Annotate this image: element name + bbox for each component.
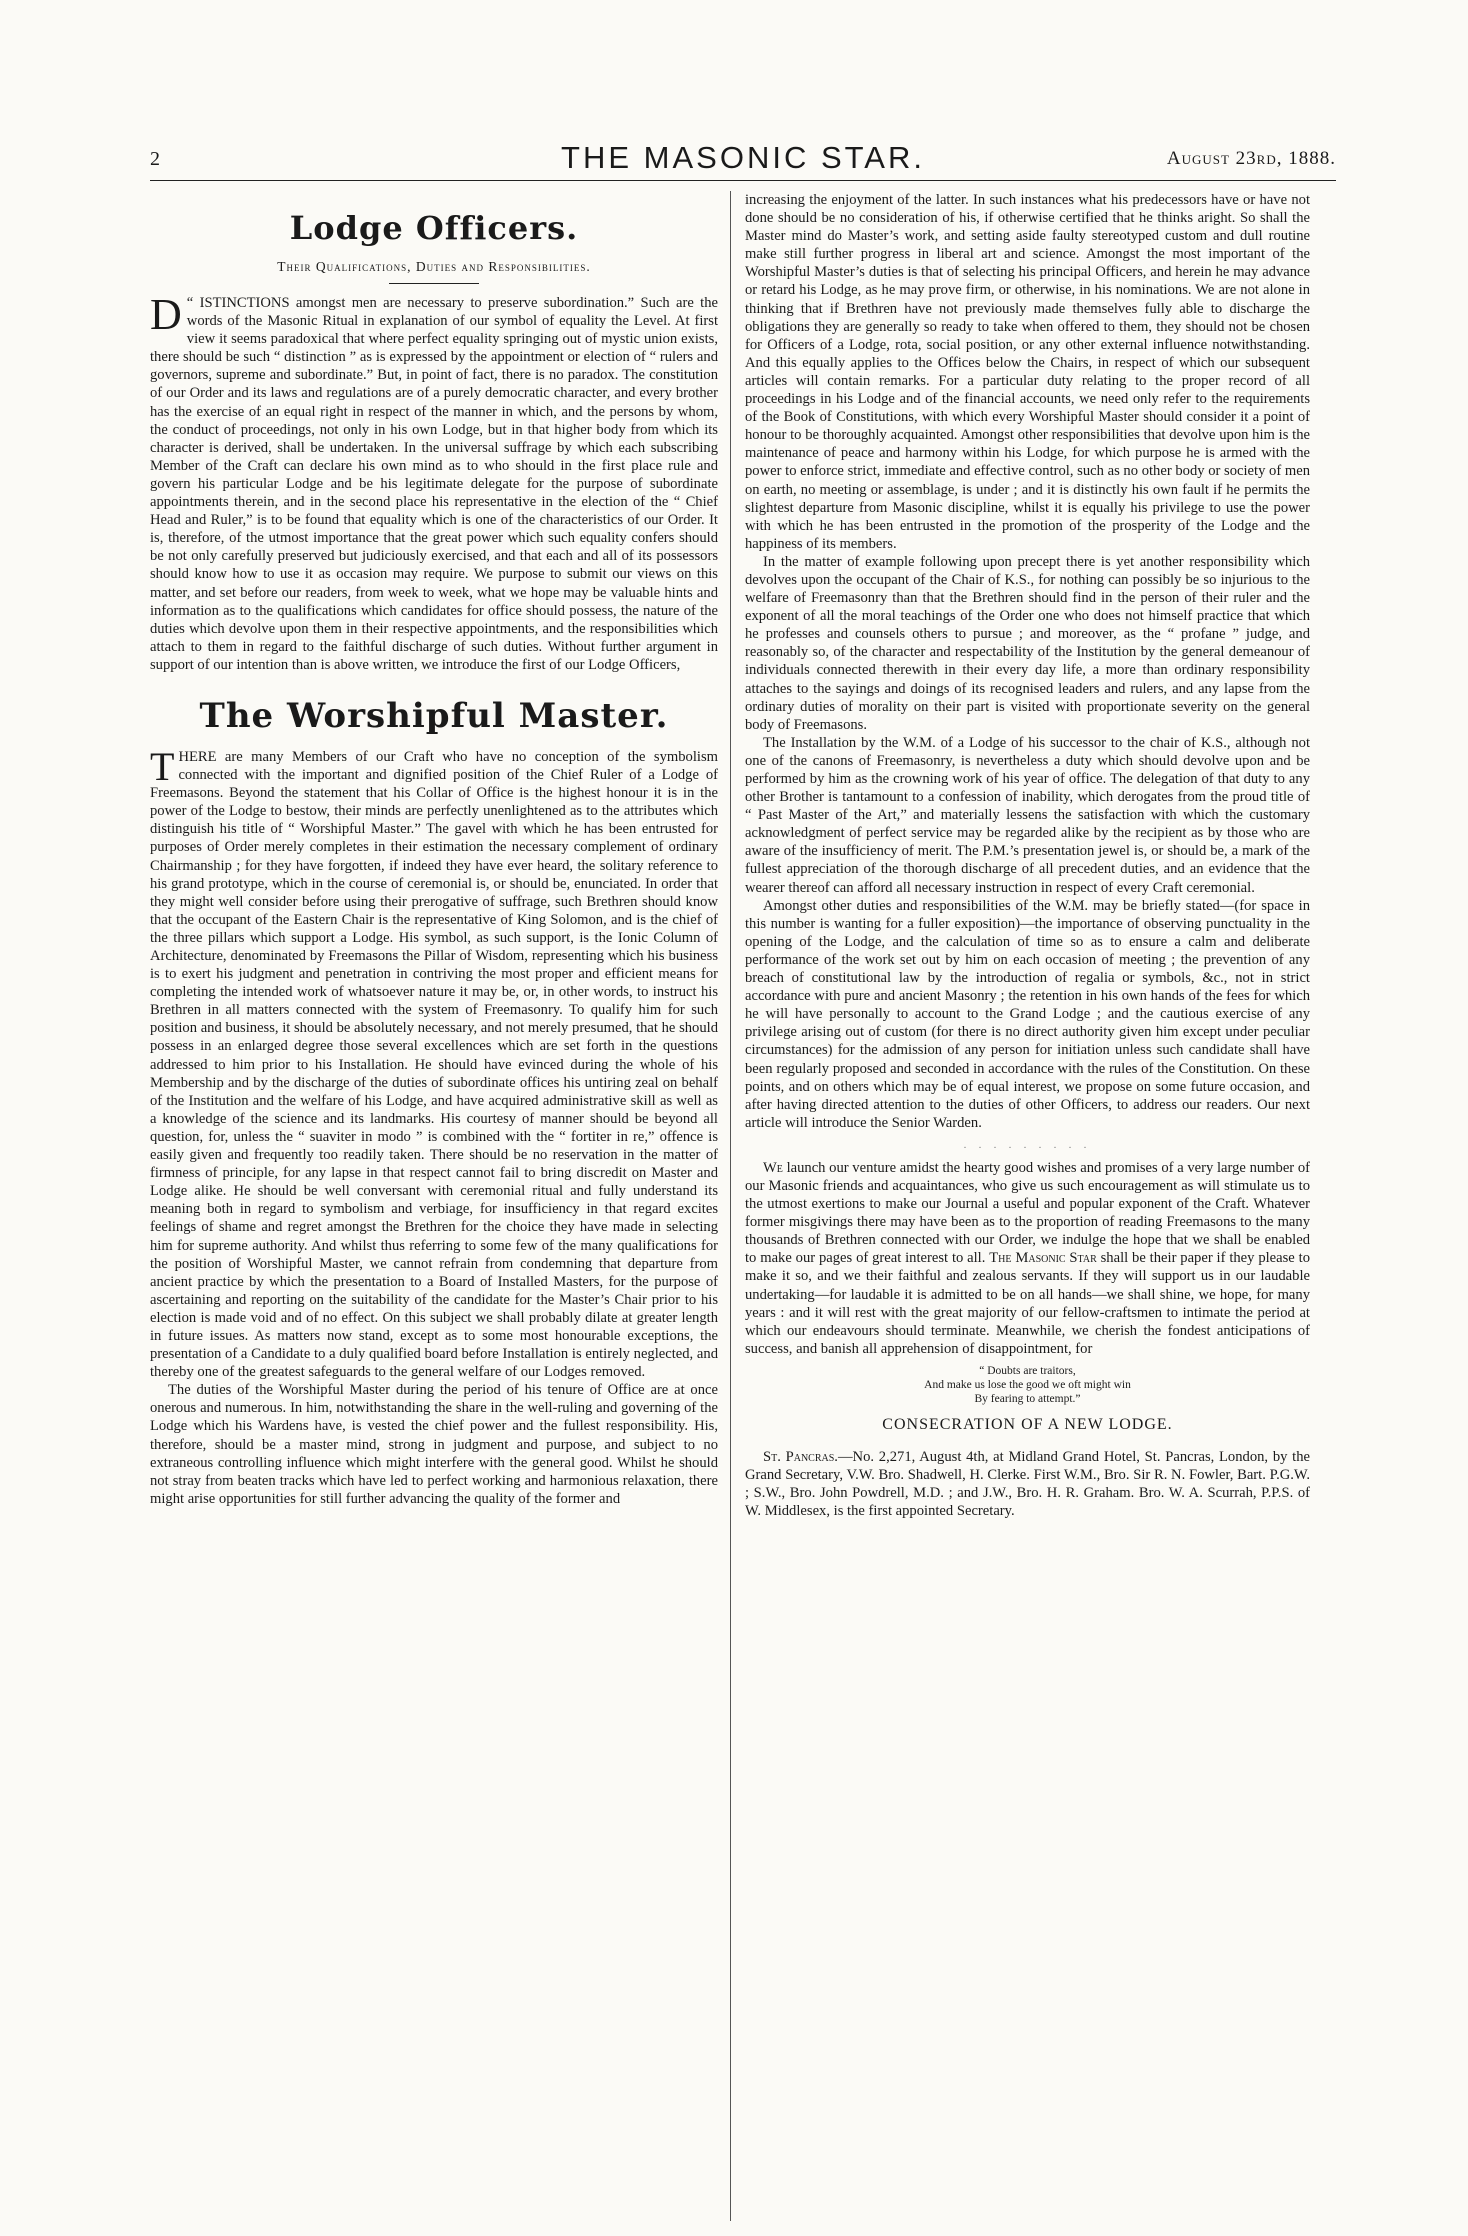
- quote-line-2: And make us lose the good we oft might win: [924, 1378, 1131, 1391]
- worshipful-master-heading: The Worshipful Master.: [199, 695, 669, 736]
- master-paragraph-5: The Installation by the W.M. of a Lodge of his successor to the chair of K.S., although not one of the canons of Freemasonry, is nevertheless a duty which should devolve upon and be performed by him as the crowning work of his year of office. The delegation of that duty to any other Brother is tantamount to a confession of inability, which derogates from the proud title of “ Past Master of the Art,” and materially lessens the satisfaction with which the customary acknowledgment of perfect service may be regarded alike by the recipient as by those who are aware of the insufficiency of merit. The P.M.’s presentation jewel is, or should be, a mark of the fullest appreciation of the thorough discharge of all precedent duties, and an evidence that the wearer thereof can afford all necessary instruction in respect of every Craft ceremonial.: [745, 734, 1310, 896]
- master-paragraph-3: increasing the enjoyment of the latter. In such instances what his predecessors have or have not done should be no consideration of his, if otherwise certified that he thinks aright. So shall the Master mind do Master’s work, and setting aside faulty stereotyped custom and dull routine make still further progress in liberal art and science. Amongst the most important of the Worshipful Master’s duties is that of selecting his principal Officers, and herein he may advance or retard his Lodge, as he may prove firm, or otherwise, in his nominations. We are not alone in thinking that if Brethren have not previously made themselves fully able to discharge the obligations they are generally so ready to take when offered to them, they should not be chosen for Officers of a Lodge, rota, social position, or any other external influence notwithstanding. And this equally applies to the Offices below the Chairs, in respect of which our subsequent articles will contain remarks. For a particular duty relating to the proper record of all proceedings in his Lodge and of the financial accounts, we need only refer to the requirements of the Book of Constitutions, with which every Worshipful Master should consider it a point of honour to be thoroughly acquainted. Amongst other responsibilities that devolve upon him is the maintenance of peace and harmony within his Lodge, for which purpose he is armed with the power to enforce strict, immediate and effective control, such as no other body or society of men on earth, no meeting or assemblage, is under ; and it is distinctly his own fault if he permits the slightest departure from Masonic discipline, whilst it is equally his privilege to use the power with which he has been entrusted in the promotion of the prosperity of the Lodge and the happiness of its members.: [745, 192, 1310, 552]
- master-paragraph-1: [150, 743, 718, 1381]
- master-paragraph-2: The duties of the Worshipful Master during the period of his tenure of Office are at once onerous and numerous. In him, notwithstanding the share in the well-ruling and governing of the Lodge which his Wardens have, is vested the chief power and the fullest responsibility. His, therefore, should be a master mind, strong in judgment and purpose, and subject to no extraneous controlling influence which might interfere with the general good. Whilst he should not stray from beaten tracks which have led to perfect working and harmonious relaxation, there might arise opportunities for still further advancing the quality of the former and: [150, 1382, 718, 1507]
- editorial-text-2: shall be their paper if they please to make it so, and we their faithful and zealous servants. If they will support us in our laudable undertaking—for laudable it is admitted to be on all hands—we shall shine, we hope, for many years : and it will rest with the great majority of our fellow-craftsmen to intimate the period at which our endeavours should terminate. Meanwhile, we cherish the fondest anticipations of success, and banish all apprehension of disappointment, for: [745, 1250, 1310, 1357]
- columns: [150, 191, 1336, 2221]
- consecration-paragraph: [745, 1448, 1310, 1520]
- master-paragraph-4: In the matter of example following upon precept there is yet another responsibility which devolves upon the occupant of the Chair of K.S., for nothing can possibly be so injurious to the welfare of Freemasonry than that the Brethren should find in the person of their ruler and the exponent of all the moral teachings of the Order one who does not himself practice that which he professes and counsels others to pursue ; and moreover, as the “ profane ” judge, and reasonably so, of the character and respectability of the Institution by the general demeanour of individuals connected therewith in their every day life, a more than ordinary responsibility attaches to the sayings and doings of its recognised leaders and rulers, and any lapse from the ordinary duties of morality on their part is visited with proportionate severity on the general body of Freemasons.: [745, 553, 1310, 733]
- master-paragraph-1-text: HERE are many Members of our Craft who have no conception of the symbolism connected with the important and dignified position of the Chief Ruler of a Lodge of Freemasons. Beyond the statement that his Collar of Office is the highest honour it is in the power of the Lodge to bestow, their minds are perfectly unenlightened as to the attributes which distinguish his title of “ Worshipful Master.” The gavel with which he has been entrusted for purposes of Order merely completes in their estimation the necessary complement of ordinary Chairmanship ; for they have forgotten, if indeed they have ever heard, the solitary reference to his grand prototype, which in the course of ceremonial is, or should be, enunciated. In order that they might well consider before using their prerogative of suffrage, such Brethren should know that the occupant of the Eastern Chair is the representative of King Solomon, and is the chief of the three pillars which support a Lodge. His symbol, as such support, is the Ionic Column of Architecture, denominated by Freemasons the Pillar of Wisdom, representing which his business is to exert his judgment and penetration in contriving the most proper and efficient means for completing the intended work of whatsoever nature it may be, or, in other words, to instruct his Brethren in all matters connected with the system of Freemasonry. To qualify him for such position and business, it should be absolutely necessary, and not merely presumed, that he should possess in an enlarged degree those several excellences which are set forth in the questions addressed to him prior to his Installation. He should have evinced during the whole of his Membership and by the discharge of the duties of subordinate offices his untiring zeal on behalf of the Institution and the welfare of his Lodge, and have acquired administrative skill as well as a knowledge of the science and its landmarks. His courtesy of manner should be beyond all question, for, unless the “ suaviter in modo ” is combined with the “ fortiter in re,” offence is easily given and frequently too readily taken. There should be no reservation in the matter of firmness of principle, for any lapse in that respect cannot fail to bring discredit on Master and Lodge alike. He should be well conversant with ceremonial ritual and fully understand its meaning both in regard to symbolism and verbiage, for insufficiency in that regard excites feelings of shame and regret amongst the Brethren for the choice they have made in selecting him for supreme authority. And whilst thus referring to some few of the many qualifications for the position of Worshipful Master, we cannot refrain from condemning that departure from ancient practice by which the presentation to a Board of Installed Masters, for the purpose of ascertaining and reporting on the suitability of the candidate for the Master’s Chair prior to his election is made void and of no effect. On this subject we shall probably dilate at greater length in future issues. As matters now stand, except as to some most honourable exceptions, the presentation of a Candidate to a duly qualified board before Installation is entirely neglected, and thereby one of the greatest safeguards to the general welfare of our Lodges removed.: [150, 748, 718, 1381]
- page-header: [150, 0, 1336, 178]
- editorial-paragraph: [745, 1159, 1310, 1358]
- lodge-officers-heading: Lodge Officers.: [289, 209, 579, 247]
- editorial-lead: We: [763, 1159, 783, 1176]
- section-separator: . . . . . . . . .: [963, 1139, 1092, 1151]
- lodge-officers-subheading: Their Qualifications, Duties and Responsibilities.: [277, 259, 591, 274]
- right-column: [730, 191, 1310, 2221]
- header-rule: [150, 180, 1336, 181]
- page-number: 2: [150, 148, 160, 170]
- intro-text: ISTINCTIONS amongst men are necessary to preserve subordination.” Such are the words of the Masonic Ritual in explanation of our symbol of equality the Level. At first view it seems paradoxical that where perfect equality springing out of mystic union exists, there should be such “ distinction ” as is expressed by the appointment or election of “ rulers and governors, supreme and subordinate.” But, in point of fact, there is no paradox. The constitution of our Order and its laws and regulations are of a purely democratic character, and every brother has the exercise of an equal right in respect of the manner in which, and the persons by whom, the conduct of proceedings, not only in his own Lodge, but in that higher body from which its character is derived, shall be undertaken. In the universal suffrage by which each subscribing Member of the Craft can declare his own mind as to who should in the first place rule and govern his particular Lodge and be his legitimate delegate for the purpose of subordinate appointments therein, and in the second place his representative in the election of the “ Chief Head and Ruler,” is to be found that equality which is one of the characteristics of our Order. It is, therefore, of the utmost importance that the great power which such equality confers should be not only carefully preserved but judiciously exercised, and that each and all of its possessors should know how to use it as occasion may require. We purpose to submit our views on this matter, and set before our readers, from week to week, what we hope may be valuable hints and information as to the qualifications which candidates for office should possess, the nature of the duties which devolve upon them in their respective appointments, and the responsibilities which attach to them in regard to the faithful discharge of such duties. Without further argument in support of our intention than is above written, we introduce the first of our Lodge Officers,: [150, 295, 718, 673]
- editorial-quote: [745, 1364, 1310, 1406]
- intro-open-quote: “: [186, 295, 200, 311]
- master-dropcap: T: [150, 743, 175, 789]
- star-name: The Masonic Star: [989, 1250, 1097, 1267]
- consecration-text: —No. 2,271, August 4th, at Midland Grand Hotel, St. Pancras, London, by the Grand Secretary, V.W. Bro. Shadwell, H. Clerke. First W.M., Bro. Sir R. N. Fowler, Bart. P.G.W. ; S.W., Bro. John Powdrell, M.D. ; and J.W., Bro. H. R. Graham. Bro. W. A. Scurrah, P.P.S. of W. Middlesex, is the first appointed Secretary.: [745, 1448, 1310, 1520]
- issue-date: August 23rd, 1888.: [1166, 148, 1336, 169]
- quote-line-3: By fearing to attempt.”: [974, 1392, 1081, 1405]
- intro-dropcap: D: [150, 290, 182, 339]
- short-rule: [389, 283, 479, 284]
- left-column: [150, 191, 730, 2221]
- quote-line-1: “ Doubts are traitors,: [979, 1364, 1076, 1377]
- master-paragraph-6: Amongst other duties and responsibilities of the W.M. may be briefly stated—(for space in this number is wanting for a fuller exposition)—the importance of observing punctuality in the opening of the Lodge, and the calculation of time so as to ensure a calm and deliberate performance of the work set out by him on each occasion of meeting ; the prevention of any breach of constitutional law by the introduction of regalia or symbols, &c., not in strict accordance with pure and ancient Masonry ; the retention in his own hands of the fees for which he will have personally to account to the Grand Lodge ; and the cautious exercise of any privilege arising out of custom (for there is no direct authority given him except under peculiar circumstances) for the admission of any person for initiation unless such candidate shall have been regularly proposed and seconded in accordance with the rules of the Constitution. On these points, and on others which may be of equal interest, we propose on some future occasion, and after having directed attention to the duties of other Officers, to address our readers. Our next article will introduce the Senior Warden.: [745, 897, 1310, 1131]
- editorial-text-1: launch our venture amidst the hearty good wishes and promises of a very large number of our Masonic friends and acquaintances, who give us such encouragement as will stimulate us to the utmost exertions to make our Journal a useful and popular exponent of the Craft. Whatever former misgivings there may have been as to the proportion of reading Freemasons to the many thousands of Brethren connected with our Order, we indulge the hope that we shall be enabled to make our pages of great interest to all.: [745, 1159, 1310, 1267]
- consecration-title: CONSECRATION OF A NEW LODGE.: [882, 1415, 1173, 1433]
- consecration-lead: St. Pancras.: [763, 1448, 838, 1465]
- intro-paragraph: [150, 290, 718, 674]
- masthead-title: THE MASONIC STAR.: [561, 140, 925, 175]
